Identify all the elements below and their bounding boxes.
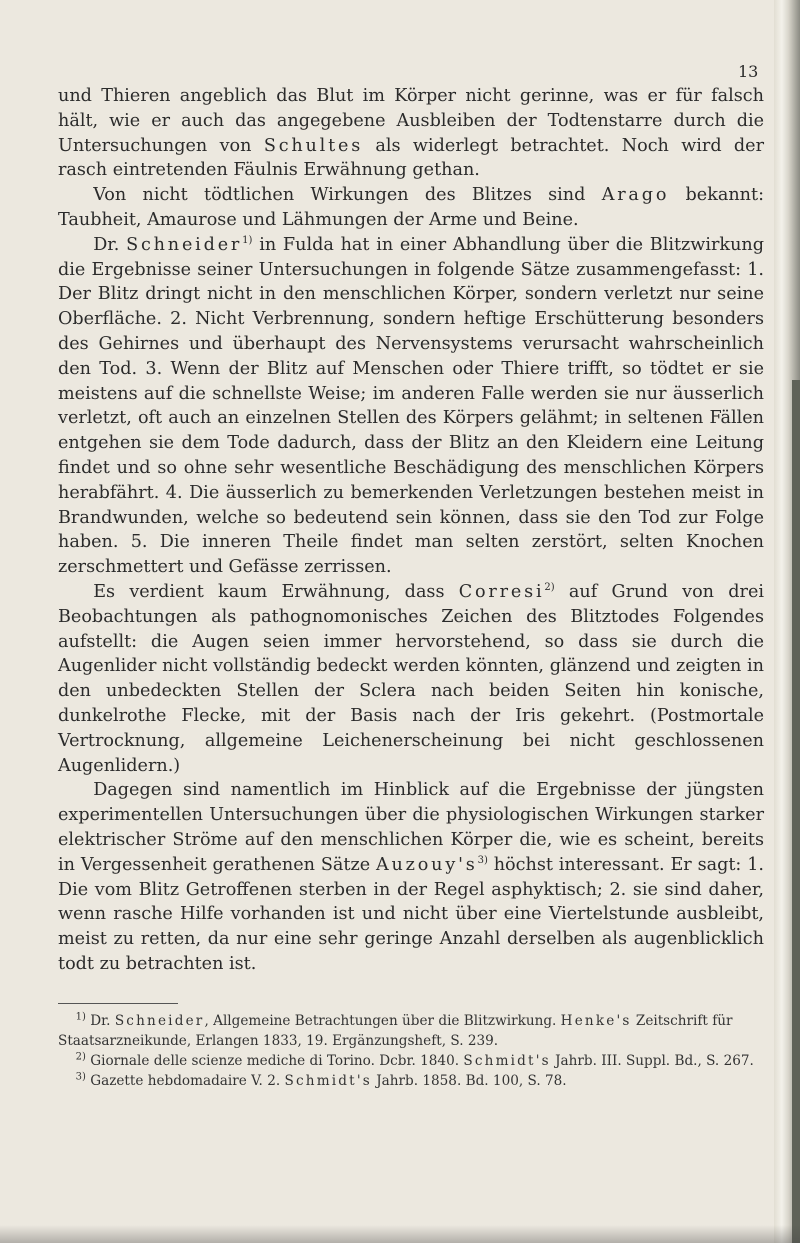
text-run: in Fulda hat in einer Abhandlung über die Blitzwirkung die Ergebnisse seiner Untersuchungen in folgende Sätze zusammengefasst: 1. Der Blitz dringt nicht in den menschlichen Körper, sondern verletzt nur seine Oberfläche. 2. Nicht Verbrennung, sondern heftige Erschütterung besonders des Gehirnes und überhaupt des Nervensystems verursacht wahrscheinlich den Tod. 3. Wenn der Blitz auf Menschen oder Thiere trifft, so tödtet er sie meistens auf die schnellste Weise; im anderen Falle werden sie nur äusserlich verletzt, oft auch an einzelnen Stellen des Körpers gelähmt; in seltenen Fällen entgehen sie dem Tode dadurch, dass der Blitz an den Kleidern eine Leitung findet und so ohne sehr wesentliche Beschädigung des menschlichen Körpers herabfährt. 4. Die äusserlich zu bemerkenden Verletzungen bestehen meist in Brandwunden, welche so bedeutend sein können, dass sie den Tod zur Folge haben. 5. Die inneren Theile findet man selten zerstört, selten Knochen zerschmettert und Gefässe zerrissen. bbox=[58, 234, 764, 578]
footnote bbox=[58, 1011, 764, 1051]
text-run: Von nicht tödtlichen Wirkungen des Blitzes sind bbox=[93, 185, 602, 206]
author-name: Schneider bbox=[114, 1013, 205, 1029]
text-run: auf Grund von drei Beobachtungen als pathognomonisches Zeichen des Blitztodes Folgendes aufstellt: die Augen seien immer hervorstehend, so dass sie durch die Augenlider nicht vollständig bedeckt werden könnten, glänzend und zeigten in den unbedeckten Stellen der Sclera nach beiden Seiten hin konische, dunkelrothe Flecke, mit der Basis nach der Iris gekehrt. (Postmortale Vertrocknung, allgemeine Leichenerscheinung bei nicht geschlossenen Augenlidern.) bbox=[58, 581, 764, 776]
text-run: als widerlegt betrachtet. Noch wird der rasch eintretenden Fäulnis Erwähnung gethan. bbox=[58, 135, 765, 181]
paragraph bbox=[58, 580, 764, 778]
text-run: , Allgemeine Betrachtungen über die Blitzwirkung. bbox=[204, 1013, 561, 1029]
footnote-separator bbox=[58, 1003, 178, 1004]
main-text bbox=[58, 84, 764, 977]
footnote-marker: 3) bbox=[75, 1071, 86, 1083]
text-run: Dr. bbox=[93, 234, 127, 255]
text-run: Giornale delle scienze mediche di Torino. Dcbr. 1840. bbox=[85, 1053, 464, 1069]
text-run: Jahrb. III. Suppl. Bd., S. 267. bbox=[550, 1053, 754, 1069]
author-name: Schmidt's bbox=[284, 1073, 372, 1089]
author-name: Auzouy's bbox=[376, 854, 478, 875]
footnote bbox=[58, 1051, 764, 1071]
footnote bbox=[58, 1071, 764, 1091]
text-run: Zeitschrift für Staatsarzneikunde, Erlangen 1833, 19. Ergänzungsheft, S. 239. bbox=[58, 1013, 733, 1049]
author-name: Schneider bbox=[126, 234, 243, 255]
footnote-marker: 1) bbox=[75, 1011, 86, 1023]
text-run: Dr. bbox=[85, 1013, 115, 1029]
bottom-edge-shadow bbox=[0, 1225, 800, 1243]
footnote-marker: 2) bbox=[75, 1051, 86, 1063]
page-number: 13 bbox=[738, 62, 759, 81]
text-run: Jahrb. 1858. Bd. 100, S. 78. bbox=[371, 1073, 567, 1089]
author-name: Schmidt's bbox=[463, 1053, 551, 1069]
text-run: höchst interessant. Er sagt: 1. Die vom Blitz Getroffenen sterben in der Regel asphyktisch; 2. sie sind daher, wenn rasche Hilfe vorhanden ist und nicht über eine Viertelstunde ausbleibt, meist zu retten, da nur eine sehr geringe Anzahl derselben als augenblicklich todt zu betrachten ist. bbox=[58, 854, 764, 974]
binding-edge bbox=[792, 380, 800, 1243]
footnote-marker: 1) bbox=[242, 234, 253, 246]
text-run: bekannt: Taubheit, Amaurose und Lähmungen der Arme und Beine. bbox=[58, 185, 765, 230]
text-run: Dagegen sind namentlich im Hinblick auf die Ergebnisse der jüngsten experimentellen Untersuchungen über die physiologischen Wirkungen starker elektrischer Ströme auf den menschlichen Körper die, wie es scheint, bereits in Vergessenheit gerathenen Sätze bbox=[58, 780, 764, 875]
author-name: Schultes bbox=[263, 135, 364, 156]
text-run: und Thieren angeblich das Blut im Körper nicht gerinne, was er für falsch hält, wie er auch das angegebene Ausbleiben der Todtenstarre durch die Untersuchungen von bbox=[58, 86, 764, 156]
text-run: Gazette hebdomadaire V. 2. bbox=[85, 1073, 285, 1089]
footnote-marker: 2) bbox=[544, 582, 555, 594]
paragraph bbox=[58, 778, 764, 976]
author-name: Corresi bbox=[458, 581, 545, 602]
paragraph bbox=[58, 84, 764, 183]
author-name: Henke's bbox=[560, 1013, 632, 1029]
paragraph bbox=[58, 233, 764, 580]
text-run: Es verdient kaum Erwähnung, dass bbox=[93, 581, 459, 602]
paragraph bbox=[58, 183, 764, 233]
footnote-marker: 3) bbox=[477, 854, 488, 866]
footnotes bbox=[58, 1011, 764, 1091]
author-name: Arago bbox=[601, 185, 670, 206]
